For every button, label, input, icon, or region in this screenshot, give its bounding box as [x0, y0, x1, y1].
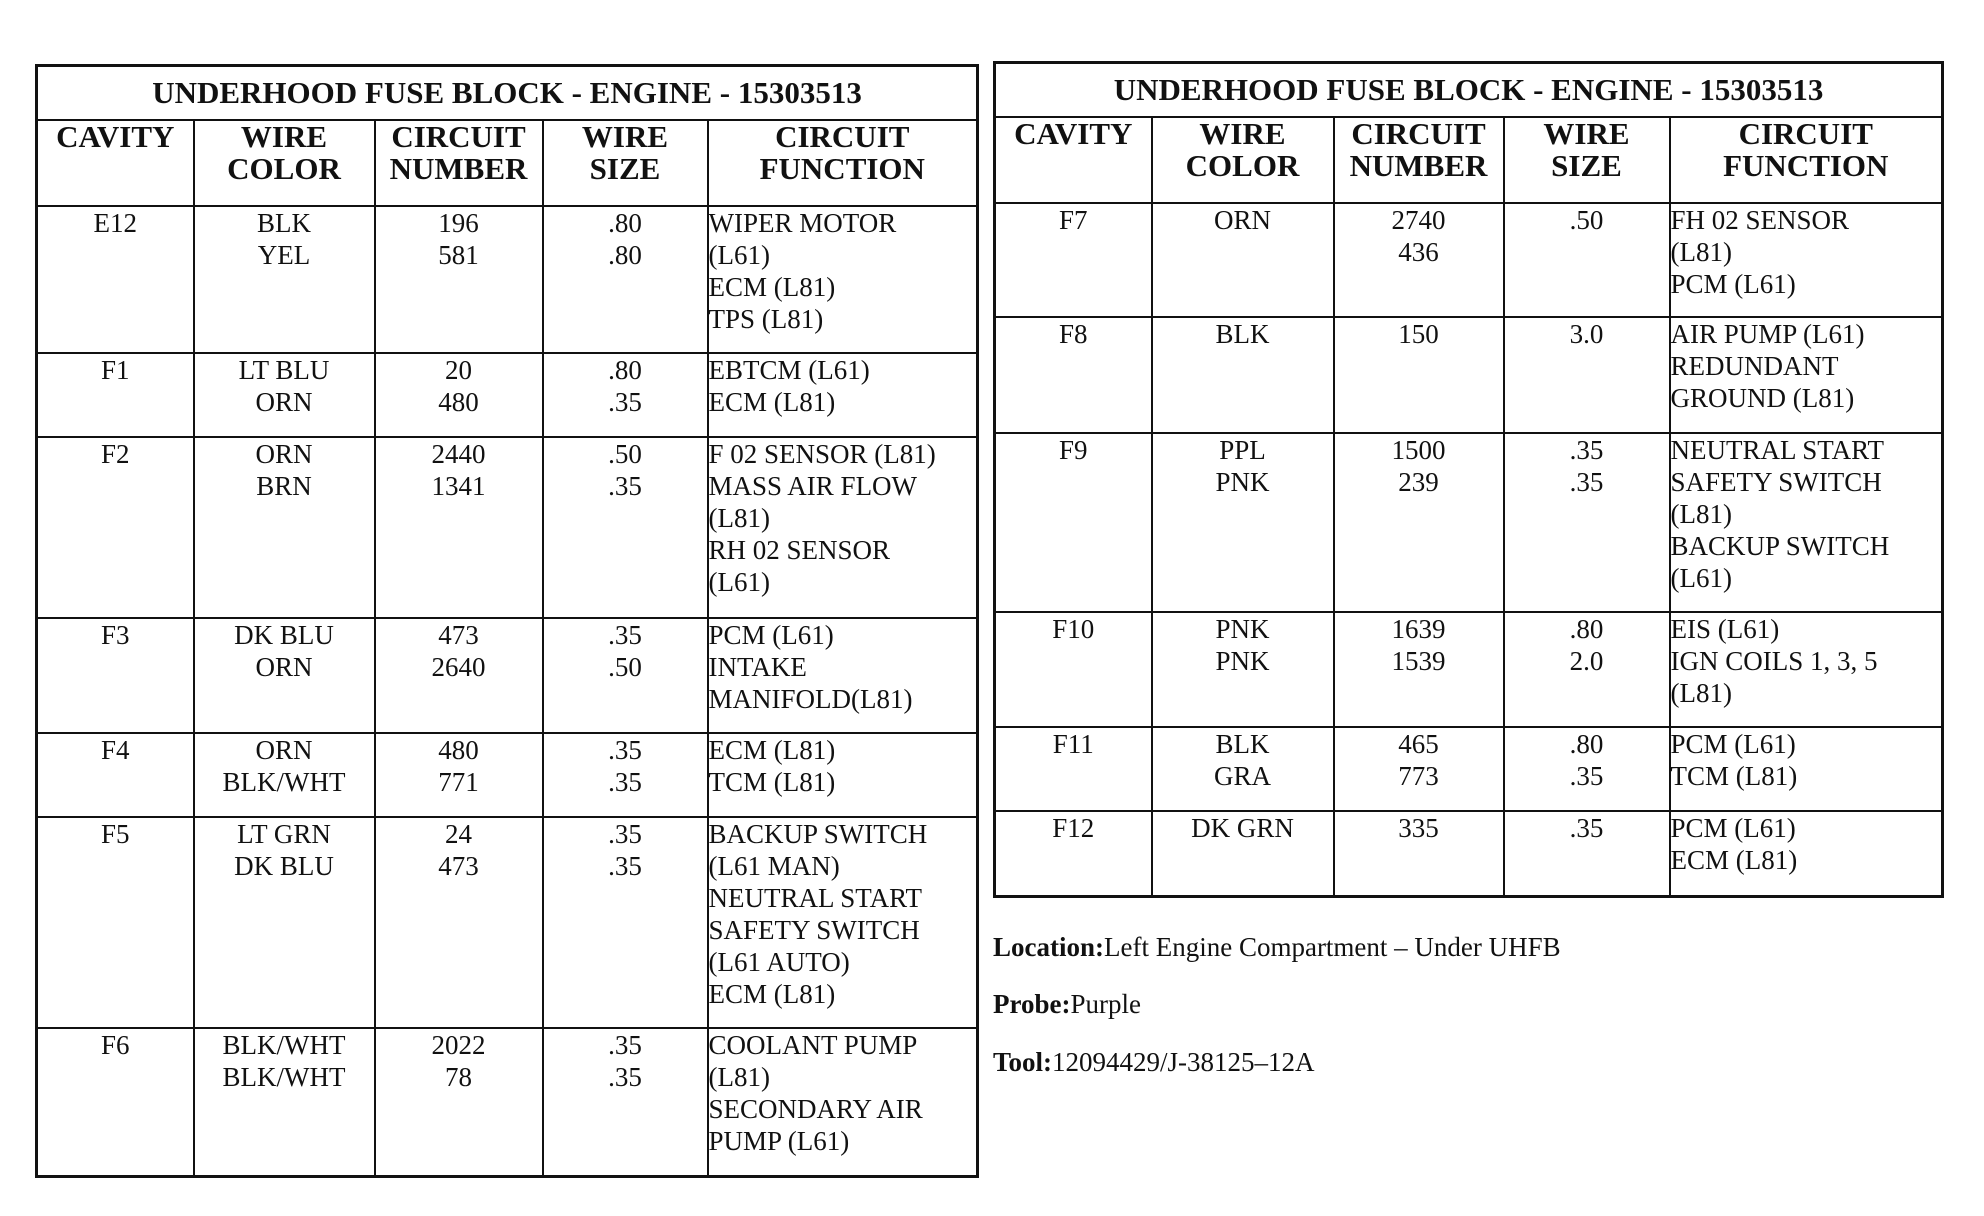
wire-color-value: ORN	[255, 439, 313, 469]
circuit-function-line: (L61)	[1670, 563, 1732, 593]
circuit-function-line: (L61)	[708, 240, 770, 270]
circuit-number-cell	[375, 1028, 543, 1176]
cavity-cell	[995, 433, 1152, 612]
circuit-function-line: WIPER MOTOR	[708, 208, 897, 238]
wire-size-cell	[543, 733, 708, 817]
location-line	[993, 932, 1561, 963]
wire-color-cell	[1152, 203, 1334, 317]
header-cavity: CAVITY	[37, 120, 194, 206]
circuit-function-line: PCM (L61)	[1670, 269, 1796, 299]
circuit-number-cell	[1334, 811, 1504, 896]
wire-size-cell	[543, 353, 708, 437]
wire-color-value: GRA	[1213, 761, 1271, 791]
wire-size-value: .80	[1569, 729, 1604, 759]
wire-color-value: ORN	[1213, 205, 1271, 235]
table-row	[995, 317, 1943, 433]
circuit-number-value: 436	[1398, 237, 1439, 267]
wire-size-value: .50	[608, 652, 642, 682]
cavity-value: F6	[100, 1030, 130, 1060]
wire-size-value: .35	[608, 735, 642, 765]
circuit-function-line: PUMP (L61)	[708, 1126, 850, 1156]
table-row	[37, 733, 978, 817]
circuit-number-value: 1341	[431, 471, 486, 501]
circuit-number-value: 480	[438, 735, 479, 765]
cavity-value: F5	[100, 819, 130, 849]
circuit-function-line: SAFETY SWITCH	[1670, 467, 1882, 497]
circuit-function-cell	[708, 353, 978, 437]
circuit-function-line: ECM (L81)	[708, 979, 836, 1009]
circuit-number-value: 1500	[1391, 435, 1446, 465]
table-row	[37, 206, 978, 353]
wire-size-cell	[543, 618, 708, 733]
circuit-function-line: RH 02 SENSOR	[708, 535, 891, 565]
circuit-function-line: (L81)	[1670, 678, 1732, 708]
table-row	[37, 353, 978, 437]
circuit-number-value: 2440	[431, 439, 486, 469]
wire-color-value: BLK	[1215, 319, 1270, 349]
circuit-number-value: 465	[1398, 729, 1439, 759]
wire-color-cell	[194, 817, 375, 1028]
wire-size-value: .35	[1569, 467, 1604, 497]
wire-size-value: .35	[608, 1062, 642, 1092]
wire-size-cell	[1504, 317, 1670, 433]
circuit-number-value: 20	[445, 355, 472, 385]
right-fuse-table	[993, 61, 1944, 898]
circuit-number-cell	[375, 206, 543, 353]
circuit-function-line: BACKUP SWITCH	[708, 819, 928, 849]
circuit-function-line: F 02 SENSOR (L81)	[708, 439, 936, 469]
wire-color-cell	[194, 618, 375, 733]
circuit-function-line: PCM (L61)	[1670, 729, 1796, 759]
circuit-function-line: GROUND (L81)	[1670, 383, 1855, 413]
circuit-function-line: PCM (L61)	[1670, 813, 1796, 843]
circuit-number-value: 196	[438, 208, 479, 238]
table-row	[995, 727, 1943, 811]
circuit-number-value: 581	[438, 240, 479, 270]
circuit-function-line: (L61 MAN)	[708, 851, 840, 881]
wire-size-value: .35	[608, 620, 642, 650]
wire-size-value: .80	[608, 355, 642, 385]
wire-size-value: 3.0	[1569, 319, 1604, 349]
wire-color-value: PNK	[1215, 467, 1270, 497]
cavity-value: F10	[1052, 614, 1095, 644]
wire-size-value: .80	[608, 208, 642, 238]
header-wire-size: WIRE SIZE	[543, 120, 708, 206]
circuit-number-value: 335	[1398, 813, 1439, 843]
wire-size-value: .35	[608, 1030, 642, 1060]
circuit-number-value: 2740	[1391, 205, 1446, 235]
cavity-cell	[37, 618, 194, 733]
header-circuit-number: CIRCUIT NUMBER	[1334, 117, 1504, 203]
table-row	[37, 1028, 978, 1176]
circuit-function-line: MASS AIR FLOW	[708, 471, 918, 501]
circuit-number-cell	[375, 733, 543, 817]
wire-size-value: .35	[1569, 761, 1604, 791]
circuit-function-cell	[1670, 727, 1943, 811]
circuit-number-cell	[1334, 727, 1504, 811]
cavity-cell	[995, 727, 1152, 811]
circuit-function-line: (L61)	[708, 567, 770, 597]
circuit-function-line: ECM (L81)	[1670, 845, 1798, 875]
circuit-function-line: TCM (L81)	[708, 767, 836, 797]
circuit-function-cell	[1670, 811, 1943, 896]
circuit-function-line: (L81)	[1670, 237, 1732, 267]
cavity-cell	[995, 811, 1152, 896]
header-wire-color: WIRE COLOR	[194, 120, 375, 206]
wire-color-value: BLK	[257, 208, 311, 238]
probe-value: Purple	[1070, 989, 1141, 1019]
circuit-number-value: 239	[1398, 467, 1439, 497]
wire-size-value: .80	[608, 240, 642, 270]
cavity-value: F11	[1052, 729, 1094, 759]
circuit-number-cell	[375, 817, 543, 1028]
table-row	[995, 433, 1943, 612]
wire-size-value: .35	[608, 471, 642, 501]
cavity-value: F2	[100, 439, 130, 469]
cavity-value: F7	[1058, 205, 1088, 235]
wire-size-value: .50	[1569, 205, 1604, 235]
cavity-value: F1	[100, 355, 130, 385]
table-row	[37, 618, 978, 733]
wire-size-cell	[543, 437, 708, 618]
location-label: Location:	[993, 932, 1104, 962]
wire-size-cell	[543, 817, 708, 1028]
wire-color-value: ORN	[255, 652, 313, 682]
circuit-function-cell	[708, 206, 978, 353]
wire-color-value: BLK	[1215, 729, 1270, 759]
circuit-number-value: 2640	[431, 652, 486, 682]
table-row	[37, 437, 978, 618]
right-table-title: UNDERHOOD FUSE BLOCK - ENGINE - 15303513	[995, 63, 1943, 118]
circuit-number-cell	[1334, 612, 1504, 727]
circuit-function-line: EBTCM (L61)	[708, 355, 870, 385]
wire-color-cell	[194, 437, 375, 618]
circuit-function-line: (L81)	[708, 503, 770, 533]
wire-size-value: .35	[1569, 435, 1604, 465]
wire-size-value: 2.0	[1569, 646, 1604, 676]
wire-size-value: .35	[608, 387, 642, 417]
circuit-number-value: 2022	[431, 1030, 486, 1060]
circuit-function-cell	[1670, 317, 1943, 433]
circuit-function-line: MANIFOLD(L81)	[708, 684, 913, 714]
tool-line	[993, 1047, 1315, 1078]
wire-color-value: BLK/WHT	[222, 767, 346, 797]
circuit-function-cell	[1670, 203, 1943, 317]
circuit-function-cell	[708, 817, 978, 1028]
circuit-function-line: SAFETY SWITCH	[708, 915, 920, 945]
wire-color-cell	[194, 733, 375, 817]
wire-size-cell	[1504, 612, 1670, 727]
wire-size-cell	[543, 1028, 708, 1176]
circuit-number-cell	[1334, 203, 1504, 317]
circuit-number-value: 473	[438, 851, 479, 881]
circuit-function-line: PCM (L61)	[708, 620, 834, 650]
wire-size-value: .50	[608, 439, 642, 469]
header-wire-size: WIRE SIZE	[1504, 117, 1670, 203]
circuit-function-line: (L61 AUTO)	[708, 947, 850, 977]
cavity-value: F12	[1052, 813, 1095, 843]
circuit-function-line: BACKUP SWITCH	[1670, 531, 1890, 561]
circuit-number-cell	[1334, 317, 1504, 433]
wire-color-value: BRN	[256, 471, 312, 501]
circuit-function-line: IGN COILS 1, 3, 5	[1670, 646, 1878, 676]
circuit-function-cell	[1670, 433, 1943, 612]
circuit-function-line: TPS (L81)	[708, 304, 824, 334]
wire-color-cell	[1152, 317, 1334, 433]
table-row	[995, 203, 1943, 317]
circuit-function-line: (L81)	[1670, 499, 1732, 529]
wire-color-value: LT BLU	[238, 355, 330, 385]
cavity-value: F9	[1058, 435, 1088, 465]
circuit-function-line: ECM (L81)	[708, 735, 836, 765]
table-row	[37, 817, 978, 1028]
wire-size-value: .35	[1569, 813, 1604, 843]
cavity-cell	[995, 612, 1152, 727]
wire-color-value: DK GRN	[1191, 813, 1294, 843]
wire-color-value: ORN	[255, 735, 313, 765]
wire-color-value: PPL	[1219, 435, 1266, 465]
wire-color-cell	[194, 353, 375, 437]
circuit-function-line: EIS (L61)	[1670, 614, 1780, 644]
table-row	[995, 612, 1943, 727]
circuit-function-line: AIR PUMP (L61)	[1670, 319, 1865, 349]
circuit-number-value: 78	[445, 1062, 472, 1092]
left-table-title: UNDERHOOD FUSE BLOCK - ENGINE - 15303513	[37, 66, 978, 121]
wire-size-value: .35	[608, 767, 642, 797]
circuit-function-cell	[708, 1028, 978, 1176]
tool-label: Tool:	[993, 1047, 1053, 1077]
wire-size-cell	[1504, 811, 1670, 896]
circuit-number-cell	[1334, 433, 1504, 612]
circuit-number-value: 1639	[1391, 614, 1446, 644]
cavity-cell	[37, 437, 194, 618]
circuit-number-value: 24	[445, 819, 472, 849]
circuit-number-value: 771	[438, 767, 479, 797]
wire-color-value: BLK/WHT	[222, 1062, 346, 1092]
circuit-number-value: 473	[438, 620, 479, 650]
right-table-body	[995, 203, 1943, 896]
wire-color-value: PNK	[1215, 614, 1270, 644]
circuit-function-line: REDUNDANT	[1670, 351, 1839, 381]
wire-color-value: DK BLU	[234, 851, 334, 881]
wire-color-cell	[1152, 612, 1334, 727]
cavity-value: F4	[100, 735, 130, 765]
header-circuit-number: CIRCUIT NUMBER	[375, 120, 543, 206]
wire-color-value: PNK	[1215, 646, 1270, 676]
header-wire-color: WIRE COLOR	[1152, 117, 1334, 203]
cavity-cell	[37, 1028, 194, 1176]
wire-size-value: .80	[1569, 614, 1604, 644]
cavity-value: E12	[93, 208, 137, 238]
circuit-number-value: 150	[1398, 319, 1439, 349]
wire-color-cell	[1152, 433, 1334, 612]
wire-color-value: BLK/WHT	[222, 1030, 346, 1060]
circuit-function-line: NEUTRAL START	[1670, 435, 1884, 465]
circuit-function-cell	[708, 437, 978, 618]
wire-size-cell	[543, 206, 708, 353]
circuit-number-value: 1539	[1391, 646, 1446, 676]
circuit-number-cell	[375, 353, 543, 437]
wire-color-value: DK BLU	[234, 620, 334, 650]
circuit-function-line: ECM (L81)	[708, 387, 836, 417]
wire-color-cell	[194, 1028, 375, 1176]
probe-label: Probe:	[993, 989, 1071, 1019]
circuit-function-line: (L81)	[708, 1062, 770, 1092]
wire-size-cell	[1504, 203, 1670, 317]
circuit-function-line: FH 02 SENSOR	[1670, 205, 1850, 235]
probe-line	[993, 989, 1141, 1020]
cavity-cell	[37, 817, 194, 1028]
header-circuit-function: CIRCUIT FUNCTION	[1670, 117, 1943, 203]
wire-color-cell	[1152, 727, 1334, 811]
circuit-function-line: INTAKE	[708, 652, 807, 682]
circuit-function-line: NEUTRAL START	[708, 883, 922, 913]
cavity-cell	[37, 206, 194, 353]
cavity-value: F3	[100, 620, 130, 650]
header-cavity: CAVITY	[995, 117, 1152, 203]
wire-color-value: ORN	[255, 387, 313, 417]
circuit-number-cell	[375, 437, 543, 618]
table-row	[995, 811, 1943, 896]
wire-size-cell	[1504, 433, 1670, 612]
circuit-function-cell	[1670, 612, 1943, 727]
circuit-function-line: ECM (L81)	[708, 272, 836, 302]
circuit-number-value: 480	[438, 387, 479, 417]
cavity-value: F8	[1058, 319, 1088, 349]
left-fuse-table	[35, 64, 979, 1178]
circuit-function-cell	[708, 733, 978, 817]
wire-color-cell	[1152, 811, 1334, 896]
circuit-number-cell	[375, 618, 543, 733]
wire-color-value: LT GRN	[237, 819, 331, 849]
circuit-function-cell	[708, 618, 978, 733]
circuit-function-line: SECONDARY AIR	[708, 1094, 923, 1124]
wire-size-value: .35	[608, 851, 642, 881]
location-value: Left Engine Compartment – Under UHFB	[1104, 932, 1561, 962]
left-table-body	[37, 206, 978, 1176]
tool-value: 12094429/J-38125–12A	[1052, 1047, 1315, 1077]
wire-size-value: .35	[608, 819, 642, 849]
wire-size-cell	[1504, 727, 1670, 811]
wire-color-value: YEL	[257, 240, 311, 270]
header-circuit-function: CIRCUIT FUNCTION	[708, 120, 978, 206]
wire-color-cell	[194, 206, 375, 353]
cavity-cell	[37, 733, 194, 817]
cavity-cell	[37, 353, 194, 437]
circuit-function-line: TCM (L81)	[1670, 761, 1798, 791]
circuit-number-value: 773	[1398, 761, 1439, 791]
cavity-cell	[995, 317, 1152, 433]
cavity-cell	[995, 203, 1152, 317]
circuit-function-line: COOLANT PUMP	[708, 1030, 918, 1060]
